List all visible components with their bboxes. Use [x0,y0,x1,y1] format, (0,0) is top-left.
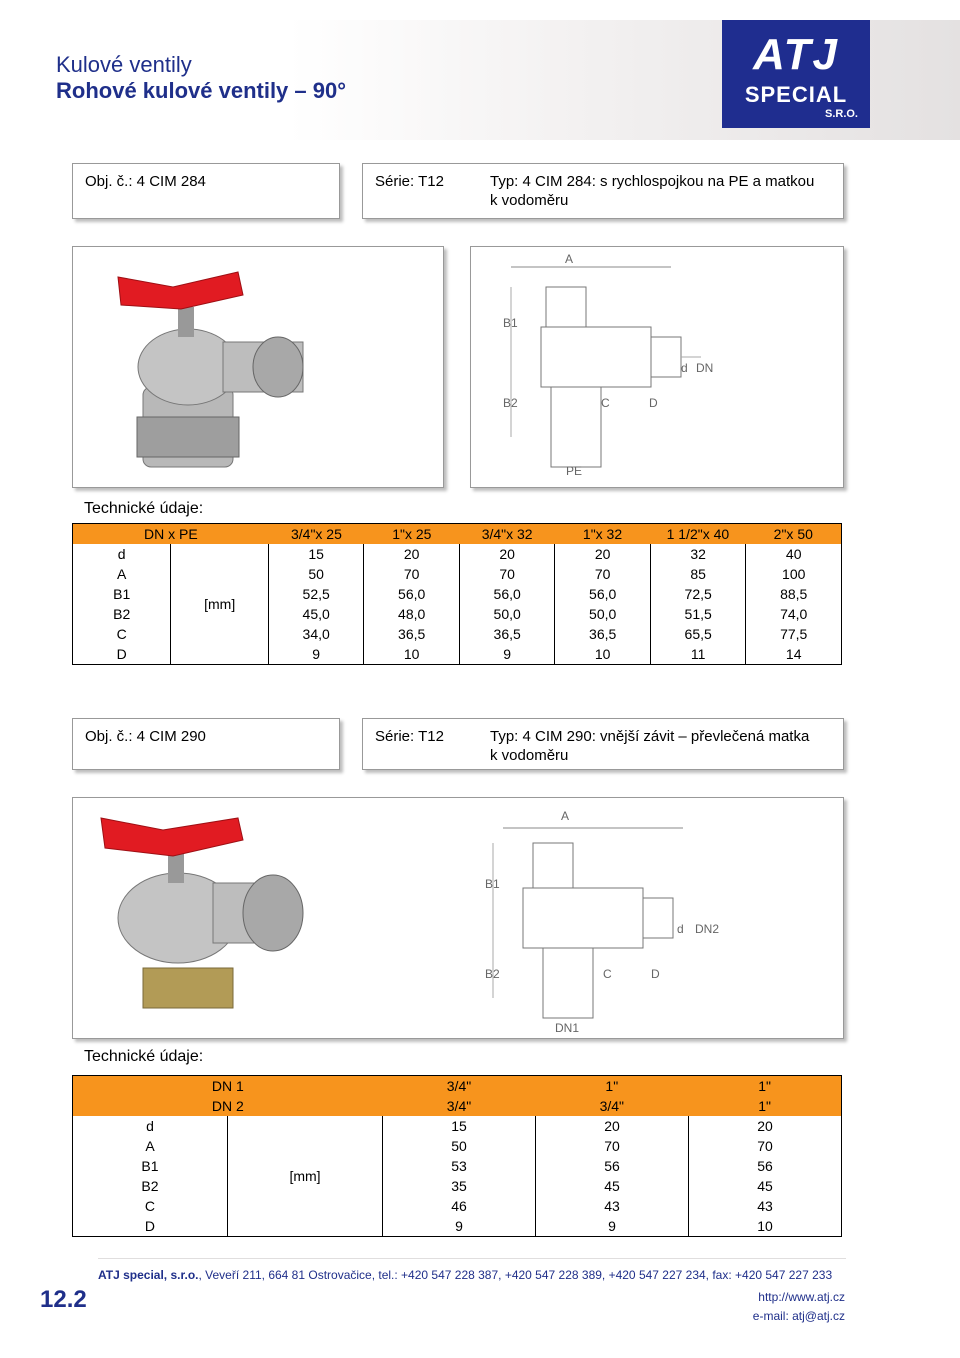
row-label: B2 [73,1176,227,1196]
table-cell: 15 [268,544,364,564]
table-cell: 20 [459,544,555,564]
row-label: B2 [73,604,171,624]
column-header: 1"x 32 [555,524,650,545]
row-label: A [73,1136,227,1156]
table-cell: 20 [555,544,651,564]
technical-drawing-1 [471,247,843,487]
order-number: Obj. č.: 4 CIM 284 [85,173,206,190]
table-cell: 77,5 [780,626,808,642]
row-label: d [73,1116,227,1136]
dn2-value: 3/4" [383,1096,536,1116]
table-cell: 50,0 [555,604,651,624]
logo-main-text: ATJ [753,30,839,79]
table-cell: 10 [555,644,651,664]
order-number-box-2 [72,718,340,770]
technical-data-label-2: Technické údaje: [84,1048,204,1065]
table-cell: 36,5 [555,624,651,644]
footer-email-link[interactable]: e-mail: atj@atj.cz [752,1309,845,1323]
table-cell: 50 [383,1136,536,1156]
table-cell: 40 [785,546,802,562]
series-type-box-2 [362,718,844,770]
table-cell: 20 [536,1116,689,1136]
page-number: 12.2 [40,1286,87,1313]
spec-table-2 [72,1075,842,1237]
table-cell: 20 [364,544,460,564]
product-photo-box-1 [72,246,444,488]
table-cell: 10 [364,644,460,664]
table-cell: 46 [383,1196,536,1216]
column-header: 2"x 50 [746,524,842,545]
dim-a-label: A [561,809,570,823]
table-cell: 9 [383,1216,536,1236]
row-label: A [73,564,171,584]
table-cell: 45 [536,1176,689,1196]
dim-dn2-label: DN2 [695,922,720,936]
dim-a-label: A [565,252,574,266]
technical-drawing-2 [463,798,843,1038]
table-cell: 48,0 [364,604,460,624]
company-address: , Veveří 211, 664 81 Ostrovačice, tel.: +420 547 228 387, +420 547 228 389, +420 547 227 234, fax: +420 547 227 233 [198,1268,833,1282]
table-cell: 50 [268,564,364,584]
table-cell: 20 [757,1118,773,1134]
footer-contact [98,1268,832,1282]
table-cell: 14 [785,646,802,662]
company-logo [722,20,870,128]
dn1-value: 1" [688,1076,841,1097]
table-cell: 74,0 [780,606,808,622]
row-label: C [73,1196,227,1216]
row-label: D [73,644,171,664]
row-label: B1 [73,1156,227,1176]
dim-d-label: D [649,396,658,410]
table-cell: 9 [459,644,555,664]
row-label: B1 [73,584,171,604]
order-number-box-1 [72,163,340,219]
technical-data-label-1: Technické údaje: [84,500,204,517]
dn1-value: 1" [535,1076,688,1097]
dn1-value: 3/4" [383,1076,536,1097]
table-cell: 43 [757,1198,773,1214]
table-cell: 72,5 [650,584,746,604]
type-description: Typ: 4 CIM 290: vnější závit – převlečená matka k vodoměru [490,728,810,764]
series-type-box-1 [362,163,844,219]
footer-web-link[interactable]: http://www.atj.cz [758,1290,845,1304]
dim-dn-label: DN [696,361,714,375]
table-cell: 10 [757,1218,773,1234]
spec-table-1 [72,523,842,665]
table-cell: 36,5 [364,624,460,644]
dn2-label: DN 2 [73,1096,383,1116]
table-cell: 70 [757,1138,773,1154]
table-cell: 70 [536,1136,689,1156]
table-cell: 32 [650,544,746,564]
dim-small-d-label: d [677,922,684,936]
table-cell: 50,0 [459,604,555,624]
column-header: 1 1/2"x 40 [650,524,745,545]
row-label: D [73,1216,227,1236]
column-header: 3/4"x 32 [459,524,554,545]
table-cell: 52,5 [268,584,364,604]
dn2-value: 3/4" [535,1096,688,1116]
type-description: Typ: 4 CIM 284: s rychlospojkou na PE a matkou k vodoměru [490,173,815,209]
table-cell: 85 [650,564,746,584]
technical-drawing-box-1 [470,246,844,488]
table-cell: 70 [364,564,460,584]
company-name: ATJ special, s.r.o. [98,1268,199,1282]
table-cell: 88,5 [780,586,808,602]
page-title: Rohové kulové ventily – 90° [56,78,347,103]
dim-b1-label: B1 [503,316,518,330]
table-cell: 56 [536,1156,689,1176]
table-cell: 36,5 [459,624,555,644]
product-images-box-2 [72,797,844,1039]
dim-b1-label: B1 [485,877,500,891]
row-label: d [73,544,171,564]
order-number: Obj. č.: 4 CIM 290 [85,728,206,745]
column-header: 3/4"x 25 [269,524,364,545]
table-cell: 53 [383,1156,536,1176]
dim-c-label: C [603,967,612,981]
dim-b2-label: B2 [485,967,500,981]
dim-pe-label: PE [566,464,583,478]
table-cell: 34,0 [268,624,364,644]
table-head-label: DN x PE [73,524,269,545]
table-cell: 15 [383,1116,536,1136]
dim-small-d-label: d [681,361,688,375]
table-cell: 11 [650,644,746,664]
dim-dn1-label: DN1 [555,1021,580,1035]
table-cell: 100 [782,566,806,582]
dim-b2-label: B2 [503,396,518,410]
row-label: C [73,624,171,644]
table-cell: 56,0 [459,584,555,604]
table-cell: 9 [268,644,364,664]
valve-photo-1 [73,247,443,487]
table-cell: 65,5 [650,624,746,644]
dn1-label: DN 1 [73,1076,383,1097]
table-cell: 43 [536,1196,689,1216]
table-cell: 9 [536,1216,689,1236]
valve-photo-2 [73,798,433,1038]
unit-label: [mm] [227,1116,382,1236]
page-category: Kulové ventily [56,52,192,77]
table-cell: 35 [383,1176,536,1196]
table-cell: 56,0 [555,584,651,604]
dim-d-label: D [651,967,660,981]
series-label: Série: T12 [375,173,444,190]
table-cell: 56 [757,1158,773,1174]
logo-sub-text: SPECIAL [744,82,848,107]
table-cell: 70 [555,564,651,584]
table-cell: 56,0 [364,584,460,604]
table-cell: 45 [757,1178,773,1194]
column-header: 1"x 25 [364,524,459,545]
table-cell: 51,5 [650,604,746,624]
dn2-value: 1" [688,1096,841,1116]
dim-c-label: C [601,396,610,410]
table-cell: 45,0 [268,604,364,624]
footer-divider [98,1258,846,1259]
series-label: Série: T12 [375,728,444,745]
table-cell: 70 [459,564,555,584]
logo-sro-text: S.R.O. [824,108,858,120]
unit-label: [mm] [171,544,269,664]
